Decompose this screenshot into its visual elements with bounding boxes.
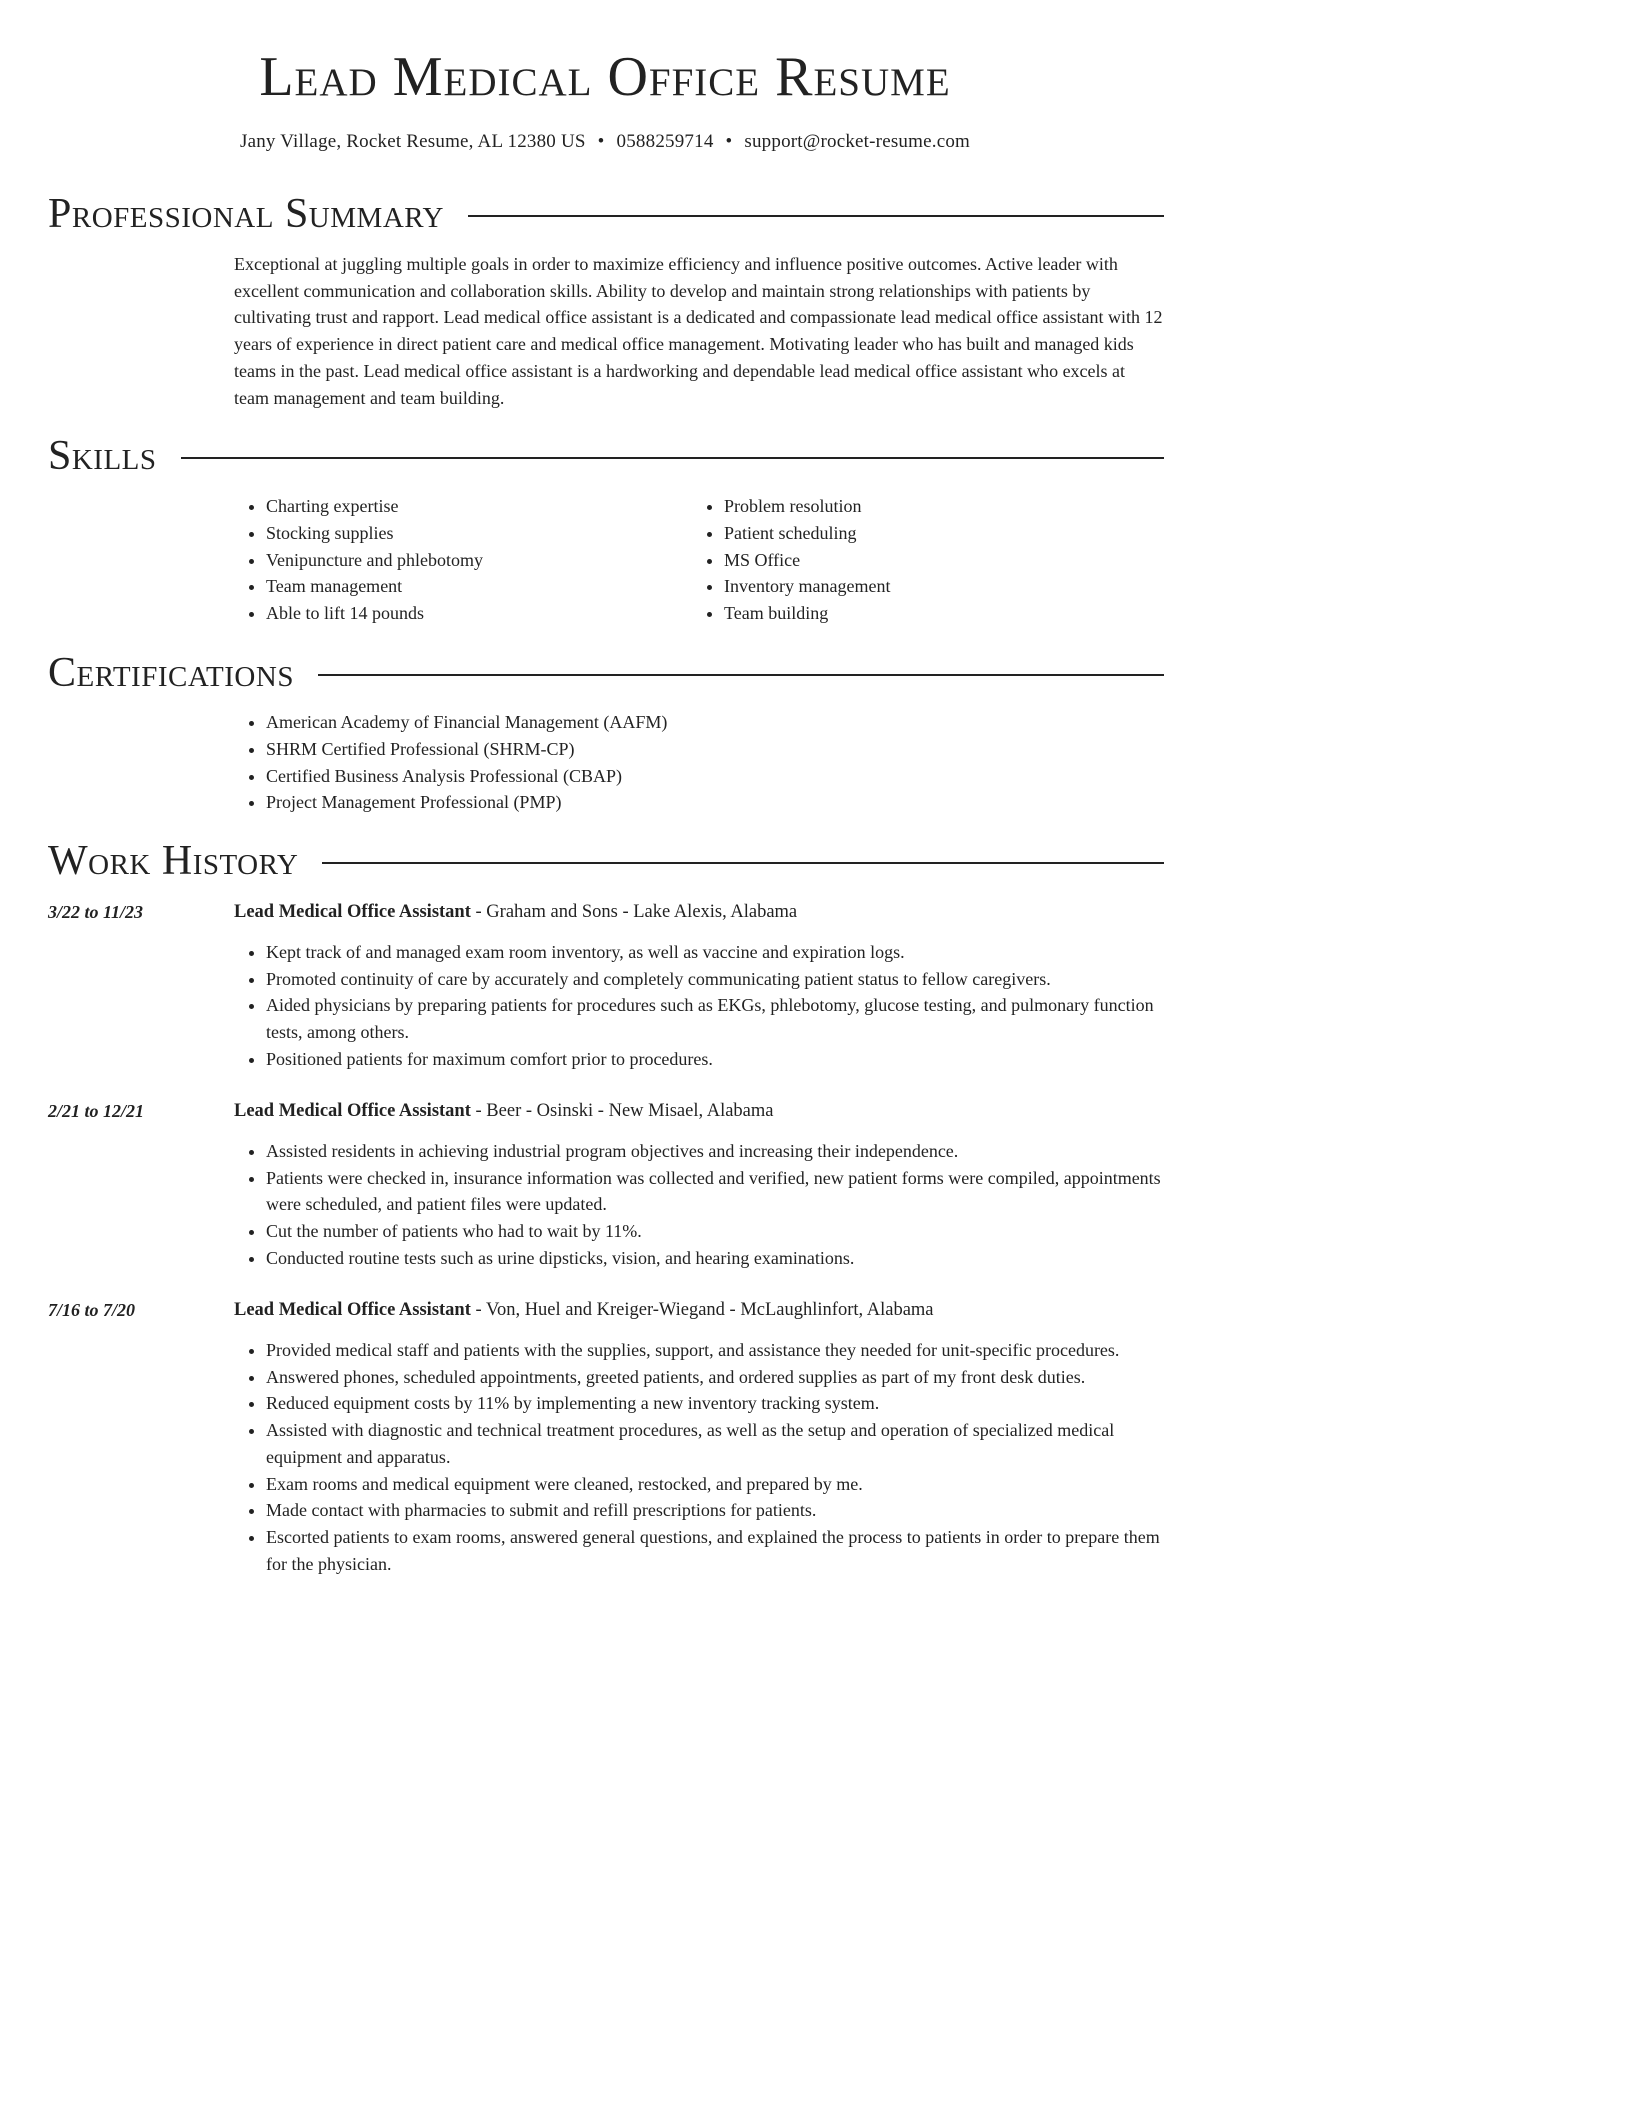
certifications-list	[234, 709, 1134, 816]
summary-section-header	[48, 189, 1164, 239]
work-history-heading: Work History	[48, 838, 299, 884]
skill-item: • Venipuncture and phlebotomy	[266, 547, 654, 574]
certifications-block	[234, 709, 1134, 816]
work-history-section-header	[48, 836, 1164, 886]
section-divider	[322, 862, 1164, 864]
duty-item: • Reduced equipment costs by 11% by implementing a new inventory tracking system.	[266, 1390, 1164, 1417]
skill-item: • Able to lift 14 pounds	[266, 600, 654, 627]
job-employer: - Von, Huel and Kreiger-Wiegand - McLaughlinfort, Alabama	[470, 1300, 934, 1320]
job-employer: - Graham and Sons - Lake Alexis, Alabama	[470, 902, 798, 922]
contact-separator: •	[725, 131, 733, 152]
duty-item: • Conducted routine tests such as urine dipsticks, vision, and hearing examinations.	[266, 1245, 1164, 1272]
duty-item: • Provided medical staff and patients with the supplies, support, and assistance they needed for unit-specific procedures.	[266, 1337, 1164, 1364]
certification-item: • Certified Business Analysis Professional (CBAP)	[266, 763, 1134, 790]
duty-item: • Assisted residents in achieving industrial program objectives and increasing their independence.	[266, 1138, 1164, 1165]
duty-item: • Aided physicians by preparing patients for procedures such as EKGs, phlebotomy, glucose testing, and pulmonary function tests, among others.	[266, 992, 1164, 1045]
certification-item: • SHRM Certified Professional (SHRM-CP)	[266, 736, 1134, 763]
skill-item: • Team building	[724, 600, 1112, 627]
duty-item: • Positioned patients for maximum comfort prior to procedures.	[266, 1046, 1164, 1073]
job-title: Lead Medical Office Assistant	[234, 1101, 471, 1121]
summary-text: Exceptional at juggling multiple goals in order to maximize efficiency and influence positive outcomes. Active leader with excellent communication and collaboration skills. Ability to develop and maintain strong relationships with patients by cultivating trust and rapport. Lead medical office assistant is a dedicated and compassionate lead medical office assistant with 12 years of experience in direct patient care and medical office management. Motivating leader who has built and managed kids teams in the past. Lead medical office assistant is a hardworking and dependable lead medical office assistant who excels at team management and team building.	[234, 254, 1163, 408]
certification-item: • American Academy of Financial Management (AAFM)	[266, 709, 1134, 736]
duty-item: • Kept track of and managed exam room inventory, as well as vaccine and expiration logs.	[266, 939, 1164, 966]
job-duties	[234, 1337, 1164, 1577]
contact-email[interactable]: support@rocket-resume.com	[744, 131, 970, 152]
skill-item: • Patient scheduling	[724, 520, 1112, 547]
job-duties	[234, 1138, 1164, 1272]
section-divider	[181, 457, 1164, 459]
contact-phone[interactable]: 0588259714	[616, 131, 714, 152]
skills-list	[234, 493, 654, 627]
skill-item: • Team management	[266, 573, 654, 600]
duties-list	[234, 1337, 1164, 1577]
skill-item: • Stocking supplies	[266, 520, 654, 547]
skills-list	[692, 493, 1112, 627]
skills-column-right	[692, 493, 1112, 627]
resume-title: Lead Medical Office Resume	[259, 46, 951, 108]
job-dates: 2/21 to 12/21	[48, 1101, 145, 1121]
contact-address: Jany Village, Rocket Resume, AL 12380 US	[239, 131, 586, 152]
duty-item: • Cut the number of patients who had to wait by 11%.	[266, 1218, 1164, 1245]
job-employer: - Beer - Osinski - New Misael, Alabama	[470, 1101, 774, 1121]
skill-item: • MS Office	[724, 547, 1112, 574]
duty-item: • Made contact with pharmacies to submit and refill prescriptions for patients.	[266, 1497, 1164, 1524]
summary-heading: Professional Summary	[48, 191, 444, 237]
section-divider	[468, 215, 1164, 217]
skill-item: • Problem resolution	[724, 493, 1112, 520]
job-title: Lead Medical Office Assistant	[234, 1300, 471, 1320]
duty-item: • Exam rooms and medical equipment were cleaned, restocked, and prepared by me.	[266, 1471, 1164, 1498]
certifications-section-header	[48, 648, 1164, 698]
skills-heading: Skills	[48, 433, 157, 479]
skills-section-header	[48, 431, 1164, 481]
certifications-heading: Certifications	[48, 650, 294, 696]
job-title-line	[234, 1297, 934, 1323]
duty-item: • Escorted patients to exam rooms, answered general questions, and explained the process to patients in order to prepare them for the physician.	[266, 1524, 1164, 1577]
duty-item: • Promoted continuity of care by accurately and completely communicating patient status to fellow caregivers.	[266, 966, 1164, 993]
duties-list	[234, 1138, 1164, 1272]
job-title: Lead Medical Office Assistant	[234, 902, 471, 922]
duty-item: • Answered phones, scheduled appointments, greeted patients, and ordered supplies as part of my front desk duties.	[266, 1364, 1164, 1391]
certification-item: • Project Management Professional (PMP)	[266, 789, 1134, 816]
job-title-line	[234, 1098, 774, 1124]
contact-line	[0, 130, 1210, 154]
duty-item: • Patients were checked in, insurance information was collected and verified, new patient forms were compiled, appointments were scheduled, and patient files were updated.	[266, 1165, 1164, 1218]
skill-item: • Inventory management	[724, 573, 1112, 600]
job-title-line	[234, 899, 797, 925]
duty-item: • Assisted with diagnostic and technical treatment procedures, as well as the setup and operation of specialized medical equipment and apparatus.	[266, 1417, 1164, 1470]
skill-item: • Charting expertise	[266, 493, 654, 520]
job-dates: 3/22 to 11/23	[48, 902, 144, 922]
duties-list	[234, 939, 1164, 1073]
section-divider	[318, 674, 1164, 676]
contact-separator: •	[597, 131, 605, 152]
job-duties	[234, 939, 1164, 1073]
skills-column-left	[234, 493, 654, 627]
job-dates: 7/16 to 7/20	[48, 1300, 136, 1320]
